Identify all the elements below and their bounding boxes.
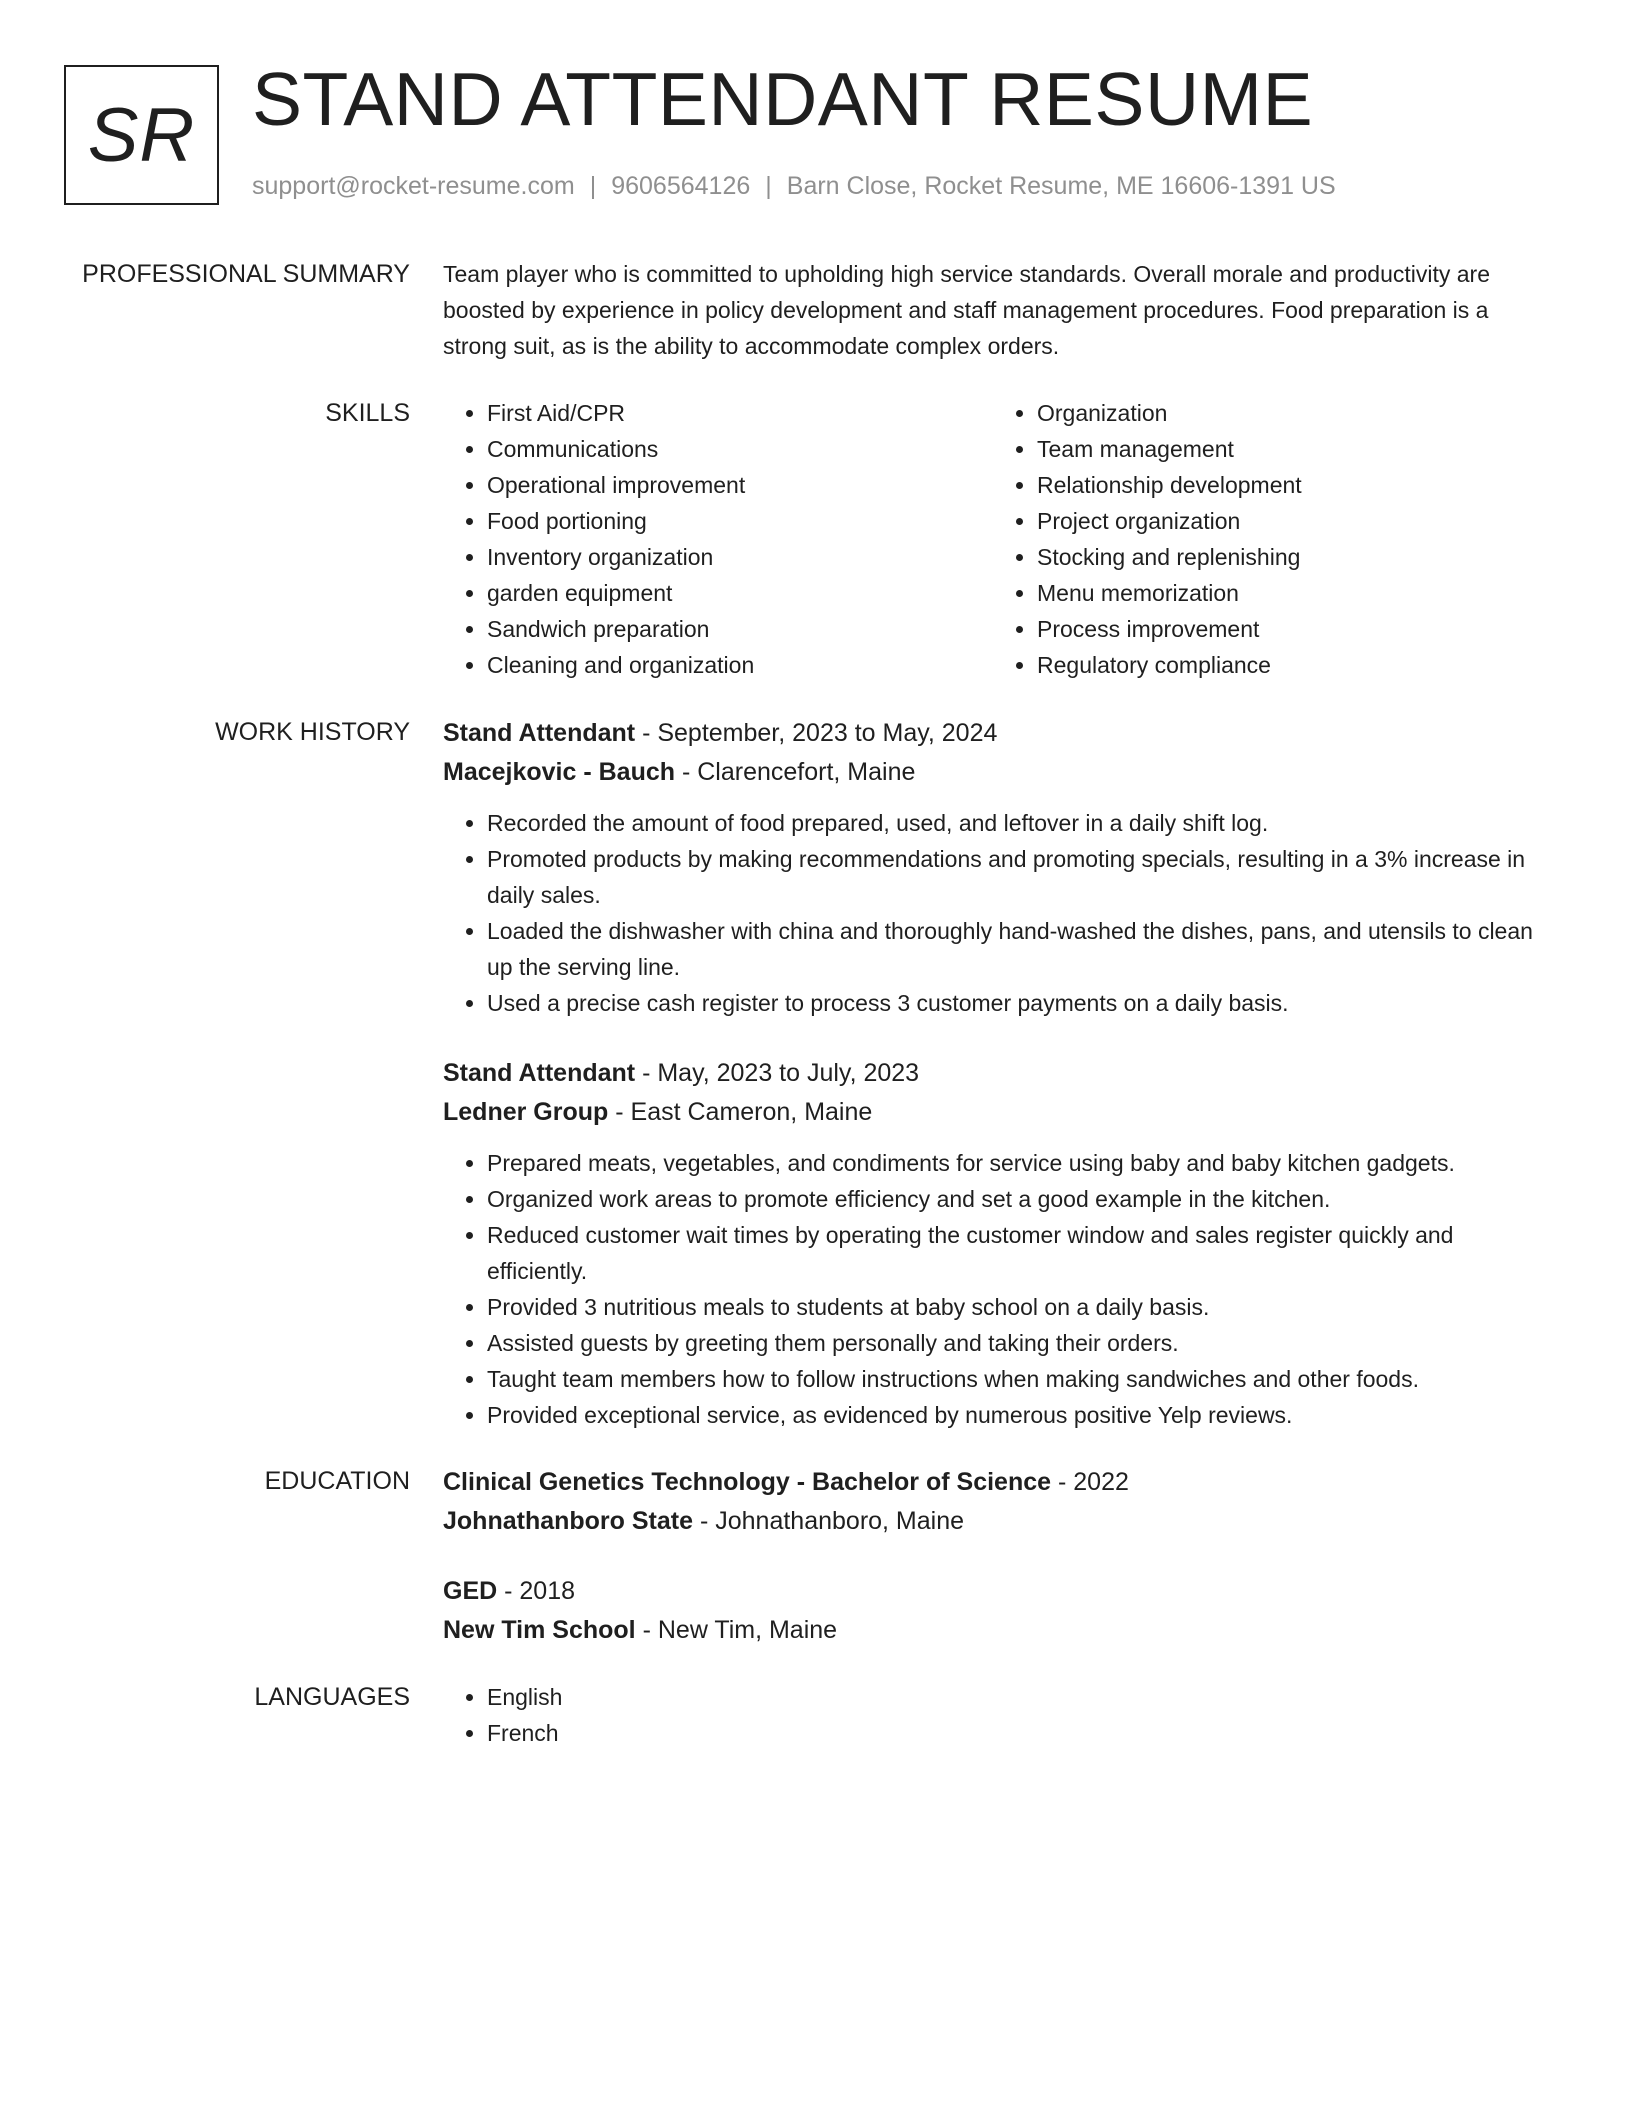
skill-item: • Inventory organization	[487, 539, 993, 575]
job-bullet: • Reduced customer wait times by operating the customer window and sales register quickly and efficiently.	[487, 1217, 1543, 1289]
education-body	[443, 1463, 1543, 1650]
job-company: Ledner Group	[443, 1098, 609, 1126]
education-location: - Johnathanboro, Maine	[693, 1507, 965, 1535]
skill-item: • Process improvement	[1037, 611, 1543, 647]
contact-line	[252, 172, 1336, 201]
work-history-heading: WORK HISTORY	[215, 718, 410, 746]
education-year: - 2022	[1051, 1468, 1129, 1496]
contact-phone: 9606564126	[611, 172, 751, 200]
education-school-line	[443, 1611, 1543, 1650]
job-bullet: • Provided 3 nutritious meals to students at baby school on a daily basis.	[487, 1289, 1543, 1325]
job-bullet: • Provided exceptional service, as evidenced by numerous positive Yelp reviews.	[487, 1397, 1543, 1433]
education-school-line	[443, 1502, 1543, 1541]
skill-item: • Project organization	[1037, 503, 1543, 539]
education-entry	[443, 1463, 1543, 1541]
summary-heading: PROFESSIONAL SUMMARY	[82, 260, 410, 288]
job-location: - East Cameron, Maine	[608, 1098, 873, 1126]
education-degree: Clinical Genetics Technology - Bachelor of Science	[443, 1468, 1052, 1496]
languages-heading: LANGUAGES	[254, 1683, 410, 1711]
job-bullet: • Organized work areas to promote efficiency and set a good example in the kitchen.	[487, 1181, 1543, 1217]
skills-list-right	[993, 395, 1543, 683]
job-bullet: • Promoted products by making recommendations and promoting specials, resulting in a 3% increase in daily sales.	[487, 841, 1543, 913]
job-dates: - September, 2023 to May, 2024	[635, 719, 998, 747]
skill-item: • Regulatory compliance	[1037, 647, 1543, 683]
job-title-line	[443, 1054, 1543, 1093]
job-bullet: • Recorded the amount of food prepared, used, and leftover in a daily shift log.	[487, 805, 1543, 841]
job-bullet: • Taught team members how to follow instructions when making sandwiches and other foods.	[487, 1361, 1543, 1397]
language-item: • French	[487, 1715, 1543, 1751]
work-history-body	[443, 714, 1543, 1433]
job-company-line	[443, 1093, 1543, 1132]
job-location: - Clarencefort, Maine	[675, 758, 916, 786]
job-company: Macejkovic - Bauch	[443, 758, 676, 786]
skill-item: • garden equipment	[487, 575, 993, 611]
education-heading: EDUCATION	[264, 1467, 410, 1495]
monogram-logo: SR	[64, 65, 219, 205]
job-dates: - May, 2023 to July, 2023	[635, 1059, 920, 1087]
skill-item: • Food portioning	[487, 503, 993, 539]
skill-item: • Relationship development	[1037, 467, 1543, 503]
job-bullet: • Used a precise cash register to process 3 customer payments on a daily basis.	[487, 985, 1543, 1021]
skill-item: • Sandwich preparation	[487, 611, 993, 647]
job-bullet: • Loaded the dishwasher with china and thoroughly hand-washed the dishes, pans, and utensils to clean up the serving line.	[487, 913, 1543, 985]
contact-email: support@rocket-resume.com	[252, 172, 575, 200]
summary-text: Team player who is committed to upholding high service standards. Overall morale and productivity are boosted by experience in policy development and staff management procedures. Food preparation is a strong suit, as is the ability to accommodate complex orders.	[443, 261, 1491, 359]
language-item: • English	[487, 1679, 1543, 1715]
job-bullets	[443, 805, 1543, 1021]
job-bullets	[443, 1145, 1543, 1433]
skill-item: • Communications	[487, 431, 993, 467]
education-year: - 2018	[497, 1577, 576, 1605]
resume-title: STAND ATTENDANT RESUME	[252, 57, 1314, 141]
job-title-line	[443, 714, 1543, 753]
skill-item: • Stocking and replenishing	[1037, 539, 1543, 575]
languages-body	[443, 1679, 1543, 1751]
job-bullet: • Prepared meats, vegetables, and condiments for service using baby and baby kitchen gadgets.	[487, 1145, 1543, 1181]
languages-list	[443, 1679, 1543, 1751]
education-entry	[443, 1572, 1543, 1650]
job-title: Stand Attendant	[443, 1059, 636, 1087]
education-school: New Tim School	[443, 1616, 636, 1644]
job-entry	[443, 1054, 1543, 1433]
contact-address: Barn Close, Rocket Resume, ME 16606-1391 US	[786, 172, 1336, 200]
contact-separator: |	[765, 172, 772, 200]
job-company-line	[443, 753, 1543, 792]
contact-separator: |	[589, 172, 597, 200]
skills-columns	[443, 395, 1543, 683]
skill-item: • Menu memorization	[1037, 575, 1543, 611]
skills-list-left	[443, 395, 993, 683]
skill-item: • First Aid/CPR	[487, 395, 993, 431]
education-degree-line	[443, 1572, 1543, 1611]
education-degree: GED	[443, 1577, 498, 1605]
job-entry	[443, 714, 1543, 1021]
skill-item: • Team management	[1037, 431, 1543, 467]
skill-item: • Operational improvement	[487, 467, 993, 503]
job-title: Stand Attendant	[443, 719, 636, 747]
education-school: Johnathanboro State	[443, 1507, 694, 1535]
skills-heading: SKILLS	[325, 399, 410, 427]
skill-item: • Cleaning and organization	[487, 647, 993, 683]
job-bullet: • Assisted guests by greeting them personally and taking their orders.	[487, 1325, 1543, 1361]
education-location: - New Tim, Maine	[635, 1616, 838, 1644]
education-degree-line	[443, 1463, 1543, 1502]
skill-item: • Organization	[1037, 395, 1543, 431]
